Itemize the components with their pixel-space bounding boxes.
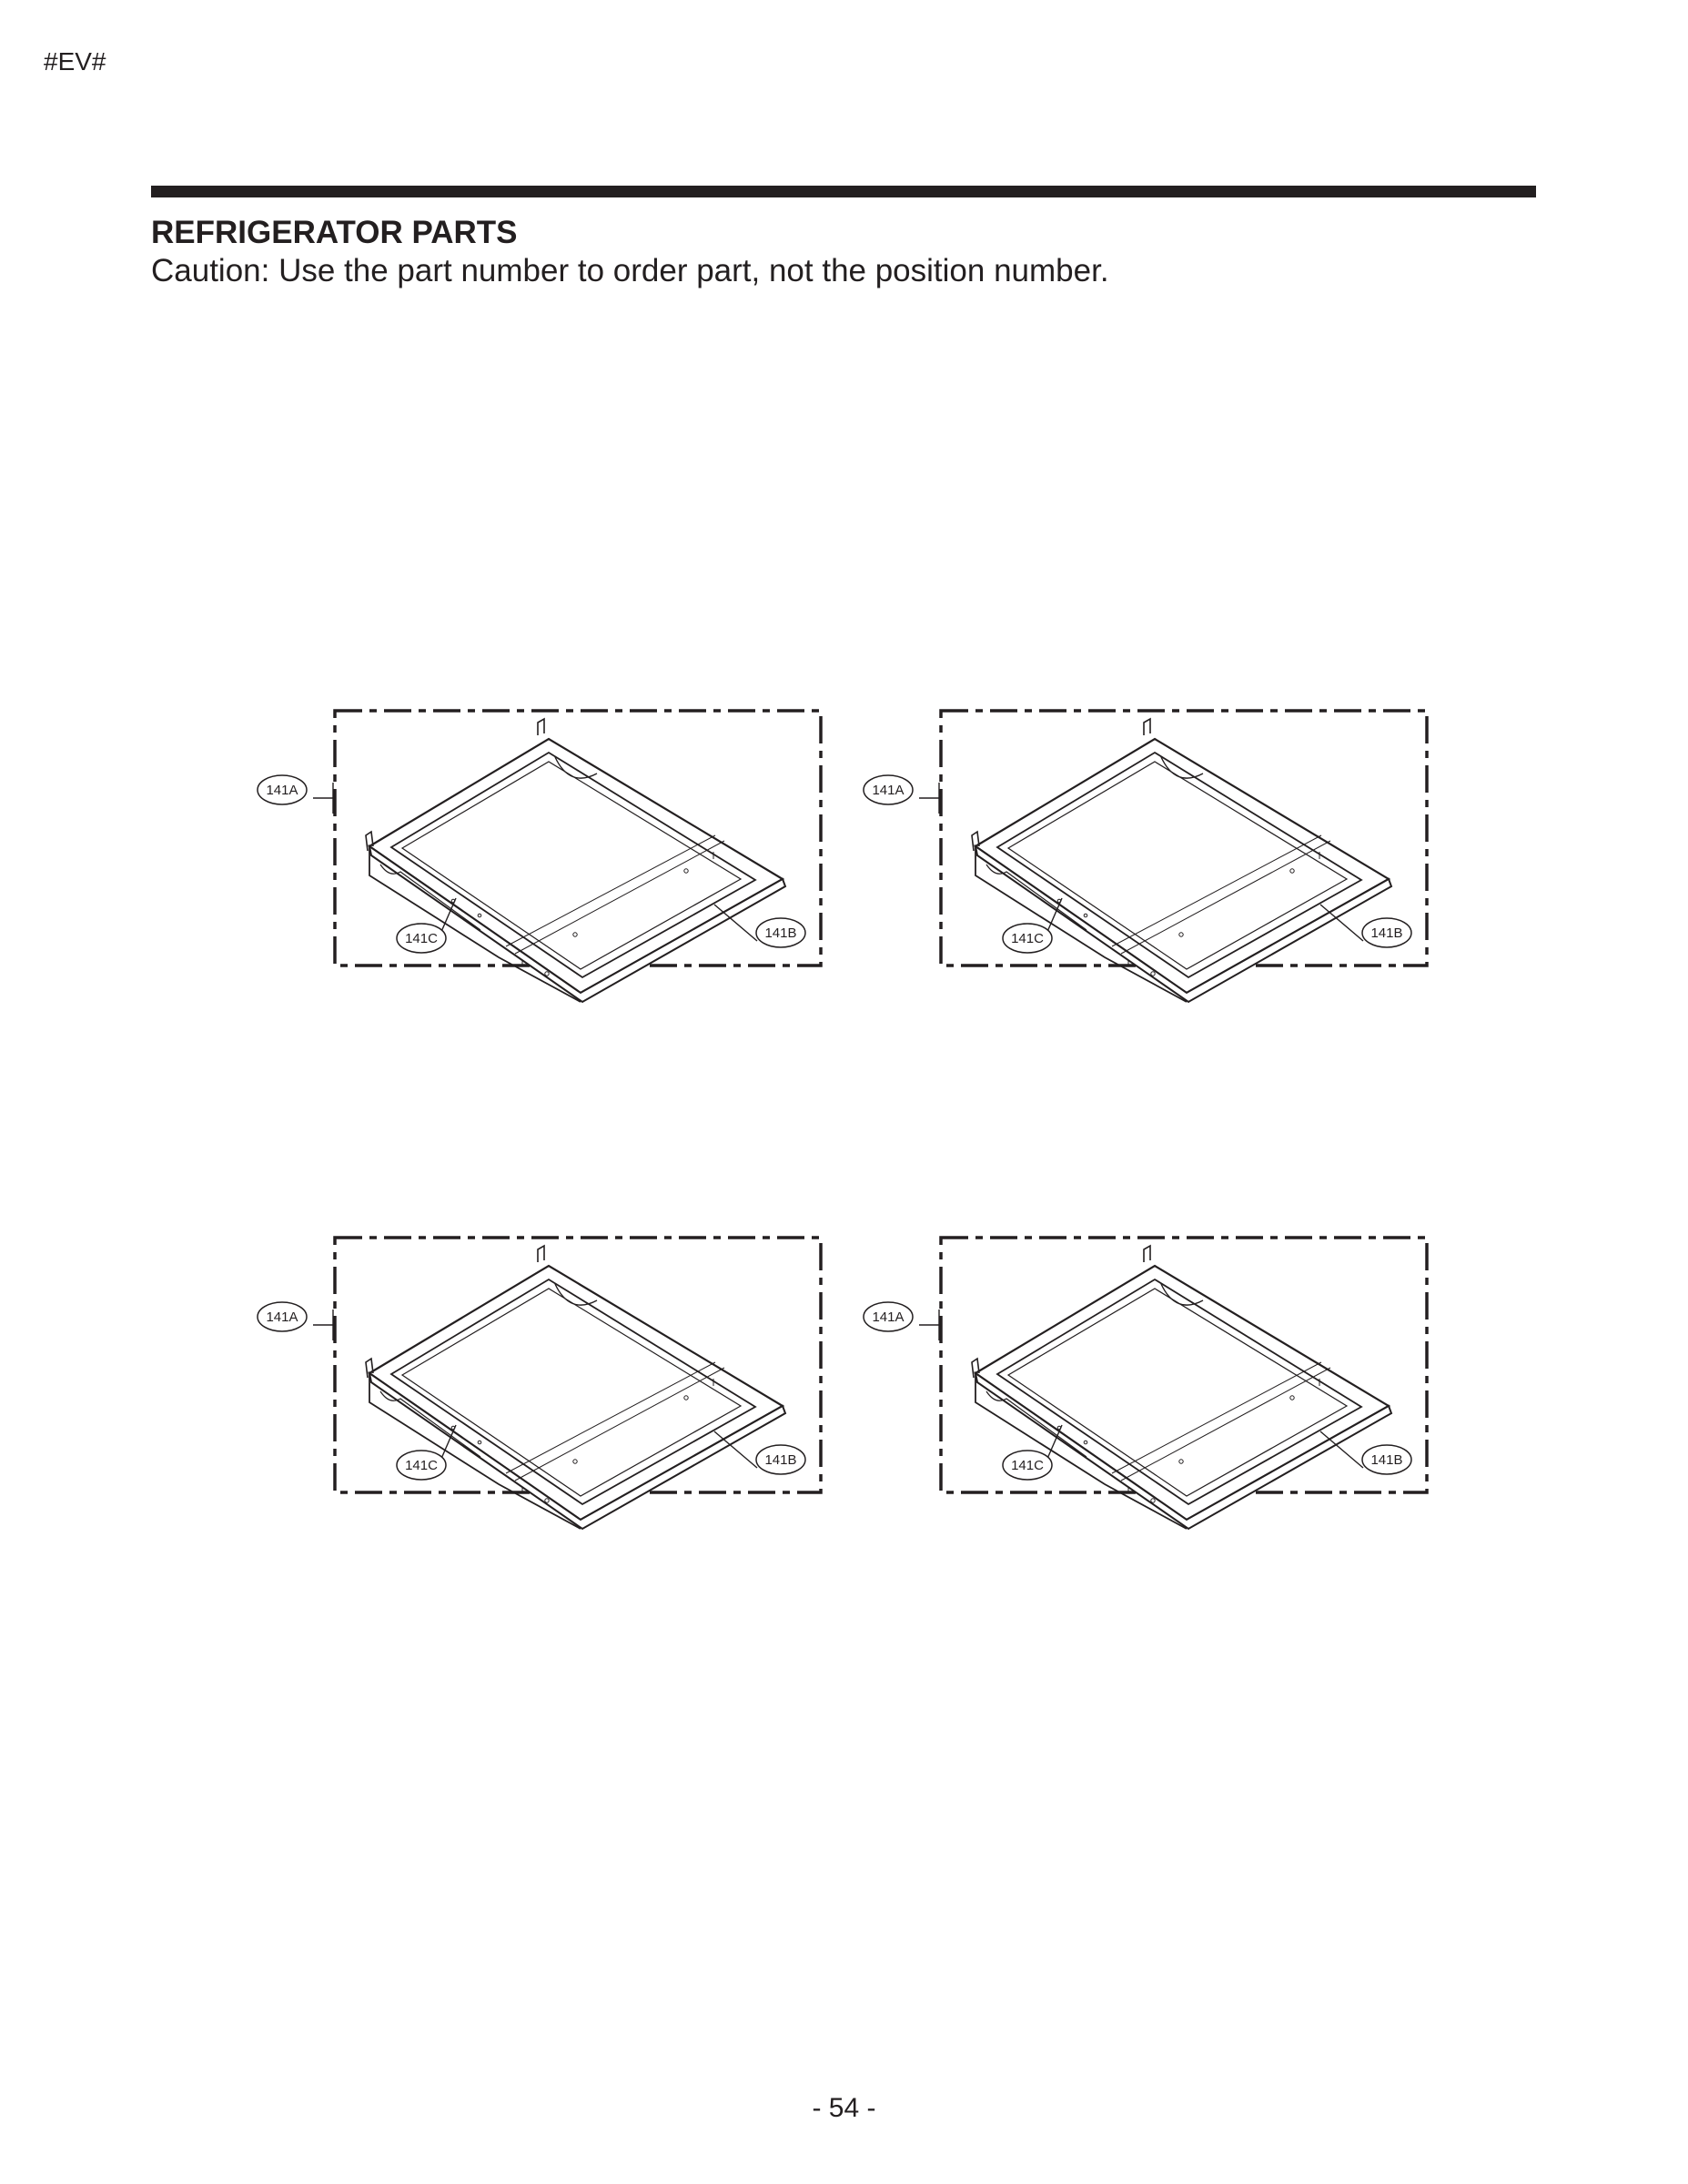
page-number: - 54 - bbox=[812, 2093, 876, 2123]
callout-141a: 141A bbox=[872, 783, 905, 798]
callout-141c: 141C bbox=[1011, 931, 1044, 946]
callout-141a: 141A bbox=[266, 1309, 298, 1325]
callout-141b: 141B bbox=[764, 1452, 797, 1468]
callout-141a: 141A bbox=[872, 1309, 905, 1325]
shelf-diagram-2 bbox=[864, 711, 1427, 1002]
callout-141c: 141C bbox=[405, 1458, 438, 1473]
callout-141b: 141B bbox=[764, 925, 797, 941]
callout-141b: 141B bbox=[1370, 925, 1403, 941]
shelf-diagram-1 bbox=[258, 711, 821, 1002]
shelf-diagram-4 bbox=[864, 1238, 1427, 1529]
callout-141c: 141C bbox=[405, 931, 438, 946]
shelf-diagram-3 bbox=[258, 1238, 821, 1529]
caution-note: Caution: Use the part number to order part, not the position number. bbox=[151, 253, 1109, 288]
callout-141b: 141B bbox=[1370, 1452, 1403, 1468]
callout-141c: 141C bbox=[1011, 1458, 1044, 1473]
callout-141a: 141A bbox=[266, 783, 298, 798]
document-code: #EV# bbox=[44, 47, 106, 76]
page-title: REFRIGERATOR PARTS bbox=[151, 215, 518, 250]
